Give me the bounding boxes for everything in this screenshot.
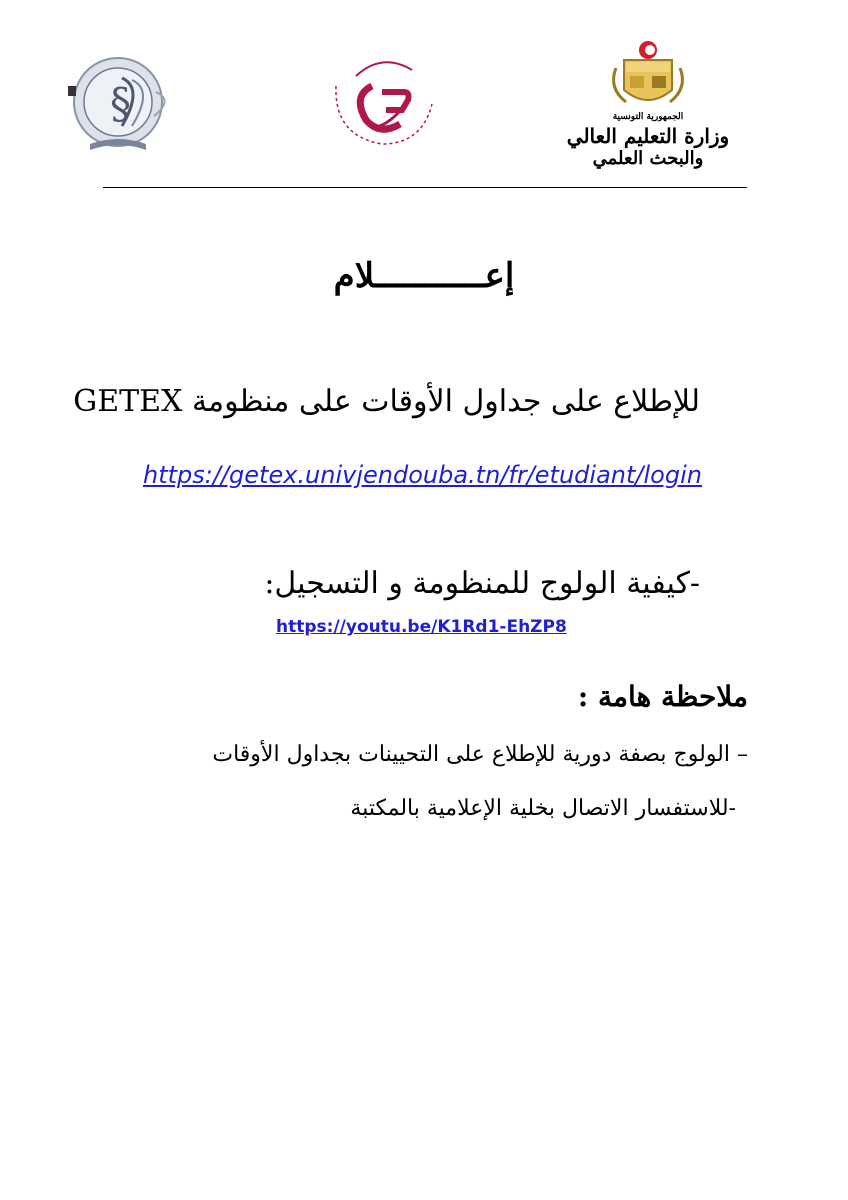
getex-login-link[interactable]: https://getex.univjendouba.tn/fr/etudiant/login <box>143 461 702 489</box>
institute-logo <box>60 52 190 162</box>
header-divider <box>103 187 747 188</box>
ministry-name-line1: وزارة التعليم العالي <box>566 124 730 148</box>
ministry-emblem <box>566 38 730 174</box>
note-item: – الولوج بصفة دورية للإطلاع على التحيينات بجداول الأوقات <box>212 742 748 767</box>
svg-text:§: § <box>110 79 131 128</box>
getex-info-line: للإطلاع على جداول الأوقات على منظومة GETEX <box>73 384 700 419</box>
ministry-republic-text: الجمهورية التونسية <box>612 112 684 122</box>
page-title: إعـــــــــــلام <box>333 256 515 296</box>
ministry-name-line2: والبحث العلمي <box>592 148 704 169</box>
note-item: -للاستفسار الاتصال بخلية الإعلامية بالمكتبة <box>350 796 736 821</box>
youtube-tutorial-link[interactable]: https://youtu.be/K1Rd1-EhZP8 <box>276 617 567 637</box>
registration-how-to-line: -كيفية الولوج للمنظومة و التسجيل: <box>264 566 700 601</box>
university-of-jendouba-logo <box>328 46 436 156</box>
note-heading: ملاحظة هامة : <box>577 680 748 713</box>
